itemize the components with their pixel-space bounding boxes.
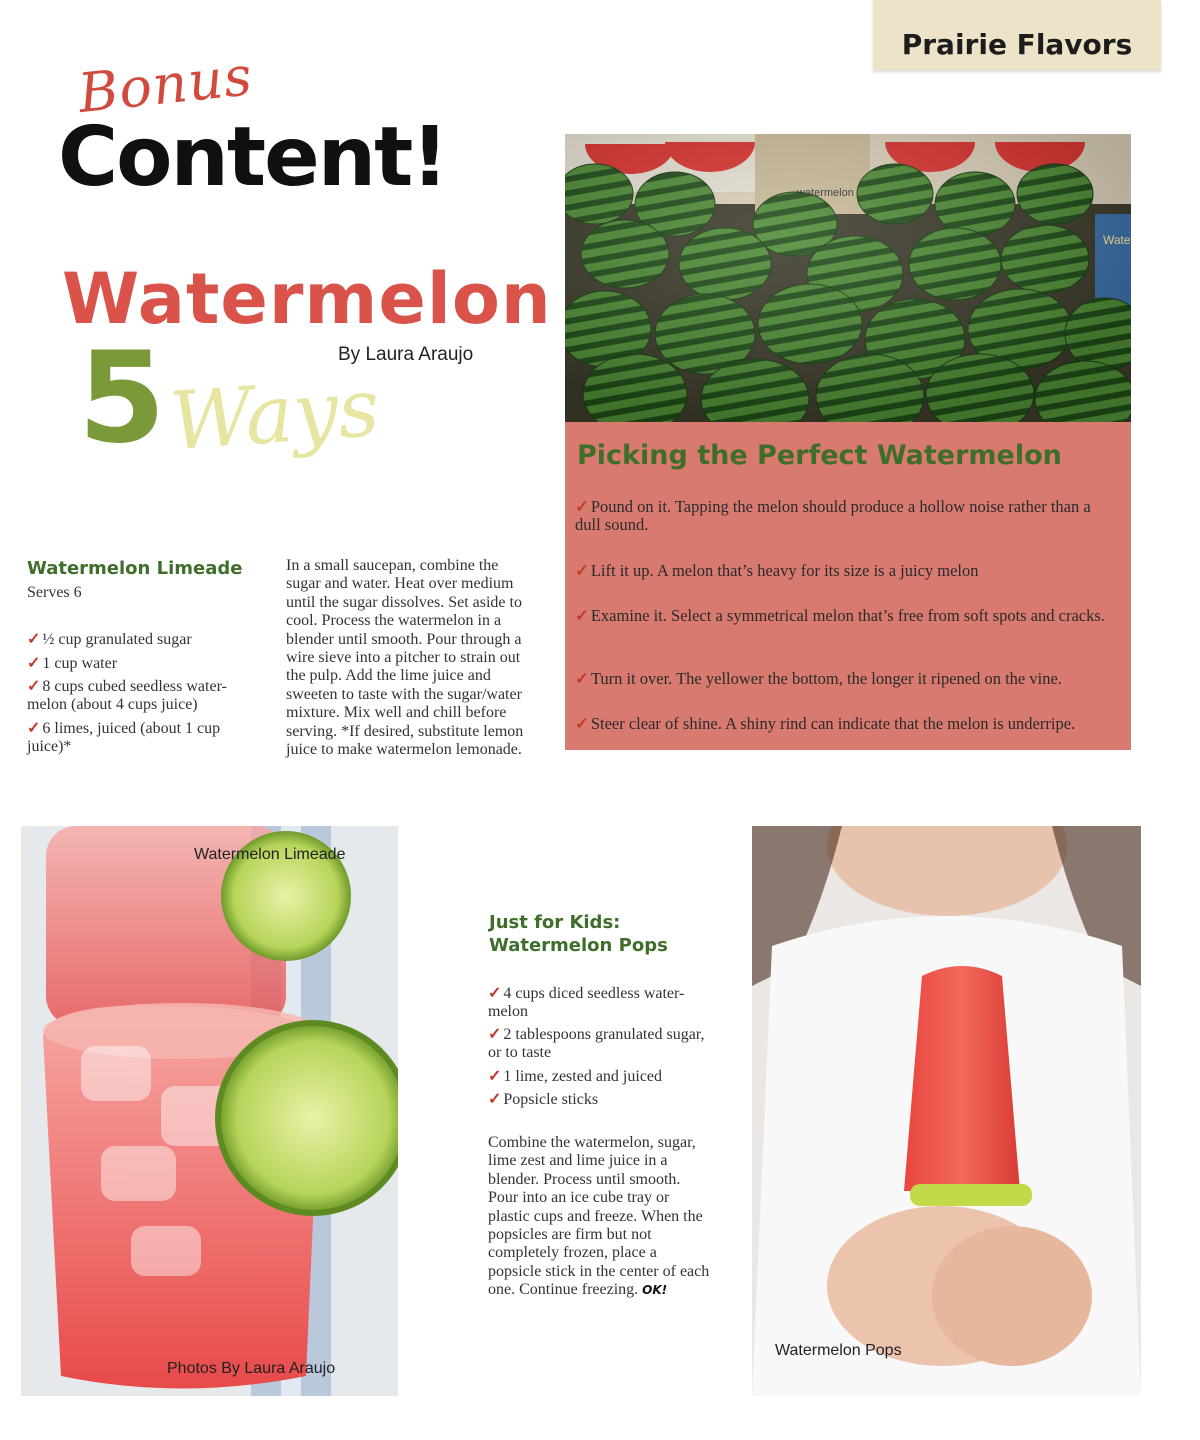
limeade-illustration	[21, 826, 398, 1396]
limeade-title: Watermelon Limeade	[27, 558, 243, 579]
watermelon-illustration	[565, 134, 1131, 422]
bonus-word: Bonus	[75, 44, 256, 125]
checkmark-icon: ✓	[575, 606, 589, 625]
checkmark-icon: ✓	[27, 655, 41, 672]
ingredient-item	[488, 985, 708, 1021]
content-word: Content!	[58, 110, 447, 205]
ok-end-mark: OK!	[642, 1283, 668, 1298]
ingredient-item	[488, 1091, 708, 1109]
watermelon-stack-photo	[565, 134, 1131, 422]
kids-directions	[488, 1134, 710, 1300]
checkmark-icon: ✓	[575, 669, 589, 688]
pops-illustration	[752, 826, 1141, 1396]
tip-item	[575, 670, 1115, 688]
checkmark-icon: ✓	[488, 1068, 502, 1085]
picking-heading: Picking the Perfect Watermelon	[577, 440, 1062, 471]
tip-text: Pound on it. Tapping the melon should produce a hollow noise rather than a dull sound.	[575, 497, 1091, 534]
ingredient-text: 6 limes, juiced (about 1 cup juice)*	[27, 720, 221, 755]
ingredient-text: 2 tablespoons granulated sugar, or to taste	[488, 1026, 705, 1061]
checkmark-icon: ✓	[488, 1091, 502, 1108]
tip-item	[575, 607, 1115, 625]
pops-photo	[752, 826, 1141, 1396]
tip-text: Steer clear of shine. A shiny rind can indicate that the melon is underripe.	[590, 714, 1076, 733]
checkmark-icon: ✓	[27, 678, 41, 695]
ingredient-text: 4 cups diced seedless water-melon	[488, 985, 685, 1020]
checkmark-icon: ✓	[575, 714, 589, 733]
checkmark-icon: ✓	[575, 561, 589, 580]
limeade-caption: Watermelon Limeade	[194, 846, 346, 863]
tip-item	[575, 498, 1115, 534]
checkmark-icon: ✓	[27, 631, 41, 648]
ingredient-text: 1 lime, zested and juiced	[503, 1068, 663, 1085]
ingredient-item	[27, 678, 252, 714]
limeade-directions: In a small saucepan, combine the sugar and water. Heat over medium until the sugar dissolves. Set aside to cool. Process the watermelon in a blender until smooth. Pour through a wire sieve into a pitcher to strain out the pulp. Add the lime juice and sweeten to taste with the sugar/water mixture. Mix well and chill before serving. *If desired, substitute lemon juice to make watermelon lemonade.	[286, 557, 524, 759]
ingredient-text: ½ cup granulated sugar	[42, 631, 192, 648]
photo-credit: Photos By Laura Araujo	[167, 1360, 336, 1377]
section-tab	[873, 0, 1161, 70]
ingredient-text: 8 cups cubed seedless water-melon (about 4 cups juice)	[27, 678, 227, 713]
article-title: Watermelon	[62, 258, 552, 340]
tip-item	[575, 562, 1115, 580]
tip-text: Lift it up. A melon that’s heavy for its size is a juicy melon	[590, 561, 979, 580]
section-label: Prairie Flavors	[901, 28, 1133, 61]
checkmark-icon: ✓	[575, 497, 589, 516]
tip-item	[575, 715, 1115, 733]
picking-tips-panel	[565, 422, 1131, 750]
ingredient-item	[27, 631, 252, 649]
kids-title	[489, 911, 668, 957]
checkmark-icon: ✓	[488, 985, 502, 1002]
tip-text: Examine it. Select a symmetrical melon that’s free from soft spots and cracks.	[590, 606, 1105, 625]
ways-word: Ways	[167, 360, 383, 469]
checkmark-icon: ✓	[488, 1026, 502, 1043]
byline: By Laura Araujo	[338, 344, 474, 365]
tip-text: Turn it over. The yellower the bottom, the longer it ripened on the vine.	[590, 669, 1062, 688]
ingredient-item	[27, 655, 252, 673]
ingredient-item	[488, 1068, 708, 1086]
ingredient-text: Popsicle sticks	[503, 1091, 599, 1108]
kids-title-line1: Just for Kids:	[489, 912, 621, 933]
number-five: 5	[78, 324, 166, 471]
limeade-photo	[21, 826, 398, 1396]
kids-directions-text: Combine the watermelon, sugar, lime zest and lime juice in a blender. Process until smooth. Pour into an ice cube tray or plastic cups and freeze. When the popsicles are firm but not completely frozen, place a popsicle stick in the center of each one. Continue freezing.	[488, 1134, 710, 1299]
ingredient-item	[488, 1026, 708, 1062]
ingredient-item	[27, 720, 252, 756]
checkmark-icon: ✓	[27, 720, 41, 737]
pops-caption: Watermelon Pops	[775, 1342, 902, 1359]
kids-title-line2: Watermelon Pops	[489, 935, 668, 956]
ingredient-text: 1 cup water	[42, 655, 118, 672]
limeade-serves: Serves 6	[27, 584, 82, 601]
